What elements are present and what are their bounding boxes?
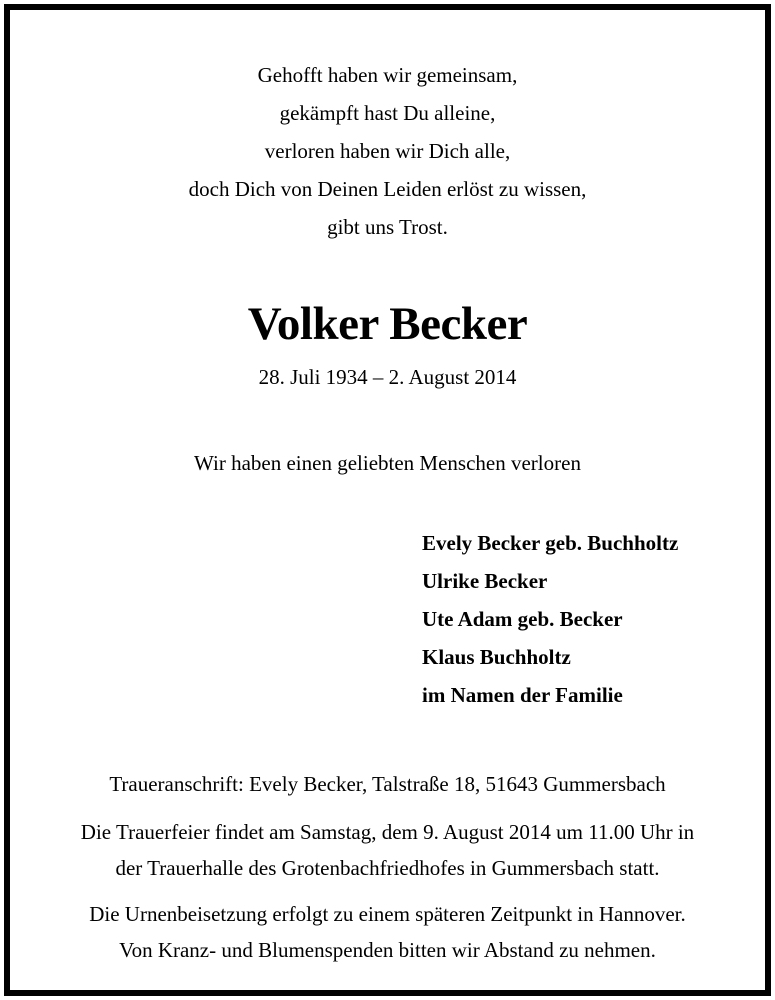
mourning-address: Traueranschrift: Evely Becker, Talstraße 18, 51643 Gummersbach <box>109 772 666 796</box>
burial-line: Die Urnenbeisetzung erfolgt zu einem späteren Zeitpunkt in Hannover. <box>89 902 686 926</box>
poem-line: gibt uns Trost. <box>327 215 448 239</box>
poem-line: Gehofft haben wir gemeinsam, <box>257 63 518 87</box>
burial-info <box>10 896 765 968</box>
deceased-name: Volker Becker <box>247 298 528 350</box>
ceremony-info <box>10 814 765 886</box>
statement: Wir haben einen geliebten Menschen verloren <box>194 451 581 475</box>
poem-line: gekämpft hast Du alleine, <box>279 101 496 125</box>
mourners-list <box>422 524 678 714</box>
ceremony-line: der Trauerhalle des Grotenbachfriedhofes in Gummersbach statt. <box>115 856 660 880</box>
poem-line: doch Dich von Deinen Leiden erlöst zu wissen, <box>188 177 587 201</box>
mourner-name: im Namen der Familie <box>422 683 623 707</box>
poem-line: verloren haben wir Dich alle, <box>264 139 511 163</box>
poem <box>10 56 765 246</box>
mourner-name: Ute Adam geb. Becker <box>422 607 623 631</box>
mourner-name: Klaus Buchholtz <box>422 645 571 669</box>
mourner-name: Evely Becker geb. Buchholtz <box>422 531 679 555</box>
obituary-frame <box>4 4 771 996</box>
mourner-name: Ulrike Becker <box>422 569 548 593</box>
ceremony-line: Die Trauerfeier findet am Samstag, dem 9. August 2014 um 11.00 Uhr in <box>80 820 695 844</box>
life-dates: 28. Juli 1934 – 2. August 2014 <box>258 365 517 389</box>
burial-line: Von Kranz- und Blumenspenden bitten wir Abstand zu nehmen. <box>119 938 656 962</box>
